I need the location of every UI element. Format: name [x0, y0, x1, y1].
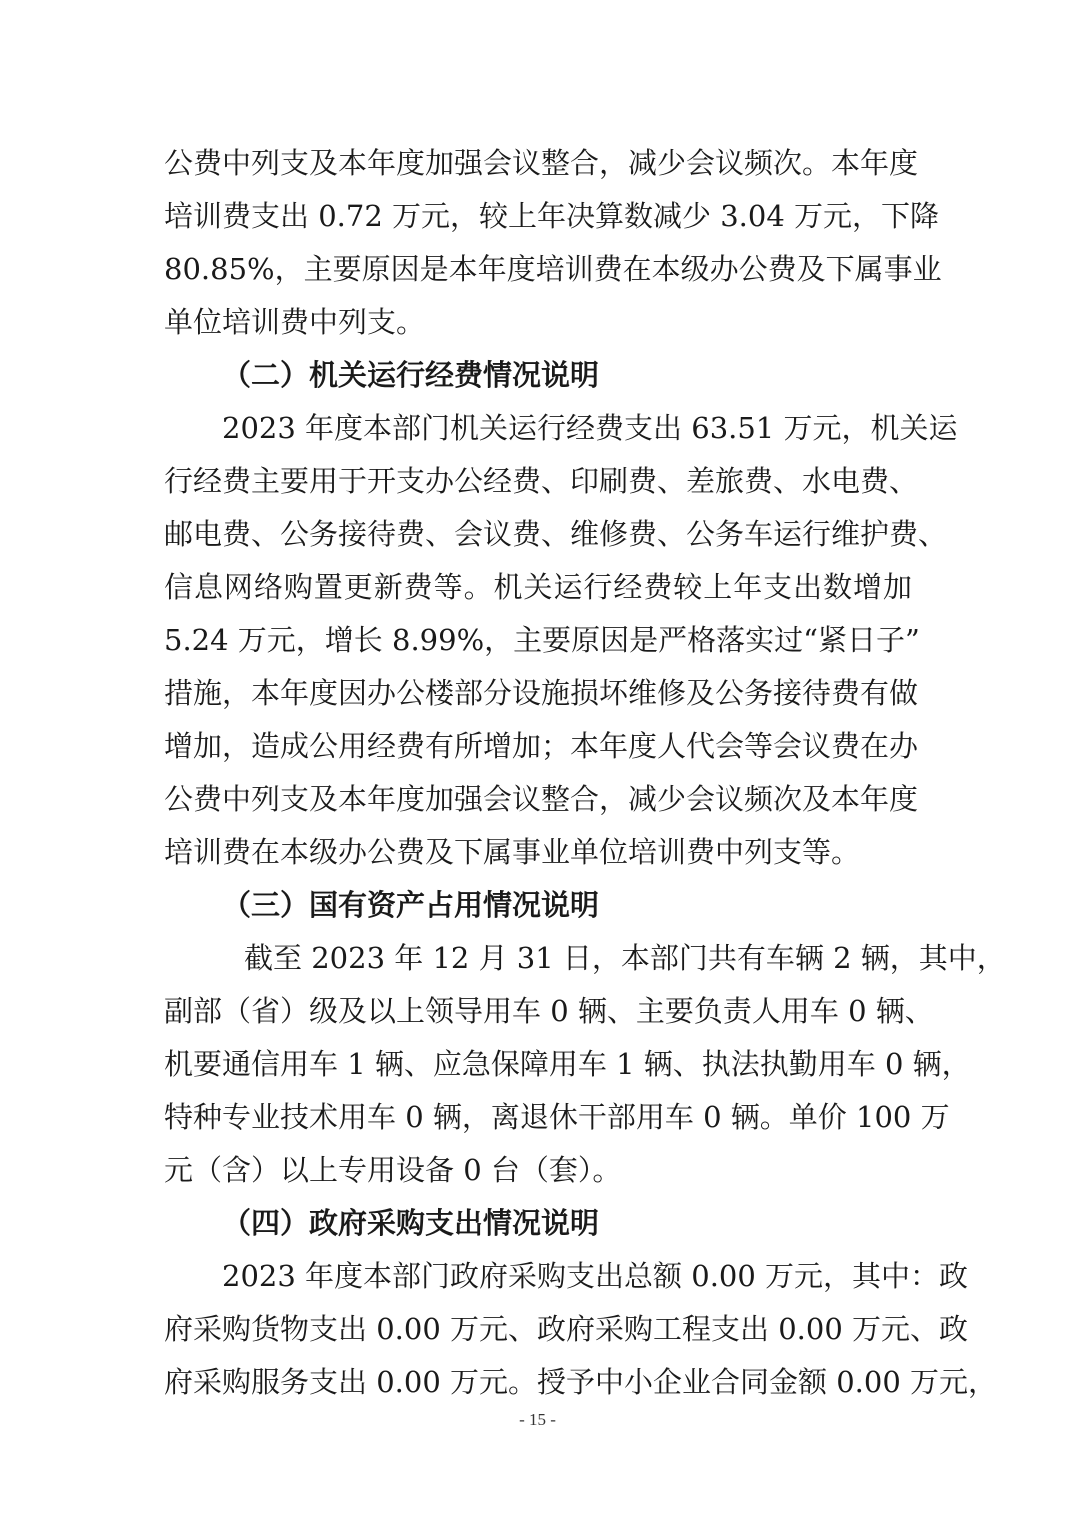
- body-text-line: 培训费在本级办公费及下属事业单位培训费中列支等。: [164, 835, 861, 869]
- body-text-line: 特种专业技术用车 0 辆，离退休干部用车 0 辆。单价 100 万: [164, 1100, 950, 1134]
- body-text-line: 2023 年度本部门政府采购支出总额 0.00 万元，其中：政: [222, 1259, 969, 1293]
- body-text-line: 府采购服务支出 0.00 万元。授予中小企业合同金额 0.00 万元，: [164, 1365, 998, 1399]
- body-text-line: 培训费支出 0.72 万元，较上年决算数减少 3.04 万元，下降: [164, 199, 940, 233]
- body-text-line: 2023 年度本部门机关运行经费支出 63.51 万元，机关运: [222, 411, 958, 445]
- body-text-line: 5.24 万元，增长 8.99%，主要原因是严格落实过“紧日子”: [164, 623, 920, 657]
- body-text-line: 行经费主要用于开支办公经费、印刷费、差旅费、水电费、: [164, 464, 919, 498]
- body-text-line: 元（含）以上专用设备 0 台（套）。: [164, 1153, 622, 1187]
- body-text-line: 80.85%，主要原因是本年度培训费在本级办公费及下属事业: [164, 252, 942, 286]
- body-text-line: 信息网络购置更新费等。机关运行经费较上年支出数增加: [164, 570, 912, 604]
- body-text-line: 措施，本年度因办公楼部分设施损坏维修及公务接待费有做: [164, 676, 919, 710]
- section-heading-2: （二）机关运行经费情况说明: [222, 358, 600, 392]
- body-text-line: 截至 2023 年 12 月 31 日，本部门共有车辆 2 辆，其中，: [244, 941, 1006, 975]
- body-text-line: 邮电费、公务接待费、会议费、维修费、公务车运行维护费、: [164, 517, 948, 551]
- body-text-line: 增加，造成公用经费有所增加；本年度人代会等会议费在办: [164, 729, 919, 763]
- section-heading-4: （四）政府采购支出情况说明: [222, 1206, 600, 1240]
- body-text-line: 公费中列支及本年度加强会议整合，减少会议频次及本年度: [164, 782, 919, 816]
- body-text-line: 公费中列支及本年度加强会议整合，减少会议频次。本年度: [164, 146, 919, 180]
- body-text-line: 副部（省）级及以上领导用车 0 辆、主要负责人用车 0 辆、: [164, 994, 934, 1028]
- body-text-line: 机要通信用车 1 辆、应急保障用车 1 辆、执法执勤用车 0 辆，: [164, 1047, 971, 1081]
- page-number: - 15 -: [519, 1410, 556, 1429]
- body-text-line: 府采购货物支出 0.00 万元、政府采购工程支出 0.00 万元、政: [164, 1312, 969, 1346]
- section-heading-3: （三）国有资产占用情况说明: [222, 888, 600, 922]
- body-text-line: 单位培训费中列支。: [164, 305, 426, 339]
